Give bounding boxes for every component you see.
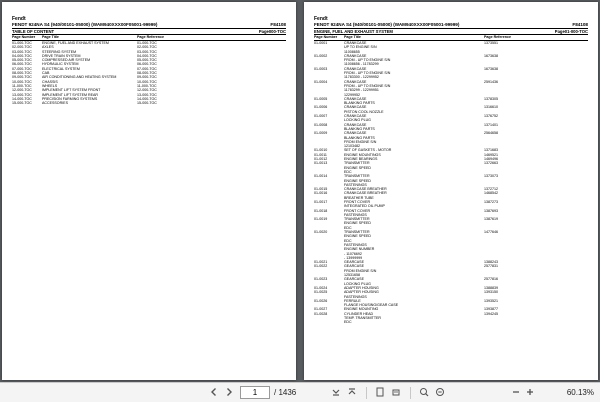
cell-page-number: 04-000-TOC <box>12 53 32 58</box>
cell-page-title: HYDRAULIC SYSTEM <box>42 62 79 67</box>
cell-page-title: 11008655 <box>344 49 360 54</box>
cell-page-title: AIR CONDITIONING AND HEATING SYSTEM <box>42 75 117 80</box>
cell-page-number: 12-000-TOC <box>12 88 32 93</box>
cell-page-title: UP TO ENGINE S/N <box>344 45 377 50</box>
cell-page-title: CRANKCASE <box>344 131 367 136</box>
cell-page-title: ENGINE SPEED <box>344 165 371 170</box>
parts-table-body <box>314 41 588 325</box>
cell-page-reference: 1387693 <box>484 208 498 213</box>
cell-page-title: PRECISION FARMING SYSTEMS <box>42 96 98 101</box>
brand-name: Fendt <box>314 16 328 22</box>
brand-name: Fendt <box>12 16 26 22</box>
header-page-title: Page Title <box>42 35 59 39</box>
cell-page-title: GEARCASE <box>344 264 364 269</box>
cell-page-title: WHEELS <box>42 83 58 88</box>
cell-page-title: DRIVE TRAIN SYSTEM <box>42 53 81 58</box>
cell-page-reference: 1373551 <box>484 41 498 45</box>
cell-page-reference: 1477646 <box>484 230 498 235</box>
cell-page-title: TEMP. TRANSMITTER <box>344 316 382 320</box>
cell-page-number: 01-0016 <box>314 191 328 196</box>
cell-page-title: BLANKING PARTS <box>344 101 375 106</box>
cell-page-title: BLANKING PARTS <box>344 135 375 140</box>
cell-page-number: 01-0007 <box>314 114 328 119</box>
cell-page-title: ADAPTER HOUSING <box>344 285 379 290</box>
cell-page-reference: 1388243 <box>484 260 498 265</box>
section-title: TABLE OF CONTENT <box>12 29 55 34</box>
cell-page-title: ENGINE, FUEL AND EXHAUST SYSTEM <box>42 41 109 45</box>
cell-page-number: 02-000-TOC <box>12 45 32 50</box>
cell-page-title: CAB <box>42 71 50 76</box>
header-page-number: Page Number <box>12 35 36 39</box>
cell-page-title: FASTENINGS <box>344 294 367 299</box>
cell-page-title: TRANSMITTER <box>344 217 370 222</box>
cell-page-number: 03-000-TOC <box>12 49 32 54</box>
doc-title: FENDT 924NA S4 (940/00101-05000) (WAM940XXX00F05001-99999) <box>12 22 158 27</box>
fit-page-icon[interactable] <box>374 387 386 399</box>
cell-page-reference <box>484 320 588 324</box>
cell-page-title: INTEGRATED OIL PUMP <box>344 204 385 209</box>
cell-page-number: 01-0022 <box>314 264 328 269</box>
cell-page-title: ENGINE MOUNTING <box>344 307 379 312</box>
cell-page-title: IMPLEMENT LIFT SYSTEM REAR <box>42 92 98 97</box>
cell-page-title: 11783299 - 12299951 <box>344 88 379 93</box>
cell-page-title: FROM - UP TO ENGINE S/N <box>344 71 391 76</box>
cell-page-title: AXLES <box>42 45 54 50</box>
cell-page-reference: 2577816 <box>484 277 498 282</box>
cell-page-title: LOCKING PLUG <box>344 118 371 123</box>
cell-page-reference: 1393150 <box>484 290 498 295</box>
cell-page-number: 11-000-TOC <box>12 83 32 88</box>
zoom-level[interactable]: 60.13% <box>566 388 594 397</box>
pdf-toolbar <box>0 382 600 402</box>
cell-page-reference: 02-000-TOC <box>137 45 157 50</box>
cell-page-number: 01-0021 <box>314 260 328 265</box>
cell-page-title: EDC <box>344 320 352 325</box>
cell-page-title: CRANKCASE <box>344 53 367 58</box>
cell-page-title: STEERING SYSTEM <box>42 49 77 54</box>
cell-page-title: CRANKCASE <box>344 122 367 127</box>
cell-page-reference: 07-000-TOC <box>137 66 157 71</box>
cell-page-title: ENGINE SPEED <box>344 178 371 183</box>
cell-page-title: FASTENINGS <box>344 182 367 187</box>
cell-page-reference: 1371683 <box>484 148 498 153</box>
cell-page-title: 12299952 <box>344 92 360 97</box>
cell-page-number: 01-0011 <box>314 152 327 157</box>
toc-row <box>12 101 286 105</box>
cell-page-reference: 1468542 <box>484 191 498 196</box>
cell-page-title: FRONT COVER <box>344 199 371 204</box>
cell-page-reference: 04-000-TOC <box>137 53 157 58</box>
cell-page-title: ENGINE SPEED <box>344 221 371 226</box>
cell-page-title: 12531658 <box>344 273 360 278</box>
cell-page-title: - 11076692 <box>344 251 362 256</box>
cell-page-number <box>314 320 344 324</box>
cell-page-title: ENGINE NUMBER <box>344 247 375 252</box>
last-page-icon[interactable] <box>346 387 358 399</box>
cell-page-title: COMPRESSED AIR SYSTEM <box>42 58 91 63</box>
cell-page-title: - 13999999 <box>344 255 363 260</box>
cell-page-reference: 05-000-TOC <box>137 58 157 63</box>
cell-page-reference: 1388839 <box>484 285 498 290</box>
cell-page-number: 01-0008 <box>314 122 328 127</box>
cell-page-reference: 1371401 <box>484 122 498 127</box>
cell-page-number: 08-000-TOC <box>12 71 32 76</box>
cell-page-number: 01-0001 <box>314 41 328 45</box>
cell-page-title: FASTENINGS <box>344 242 367 247</box>
cell-page-number: 01-0013 <box>314 161 328 166</box>
cell-page-title: BREATHER TUBE <box>344 195 374 200</box>
cell-page-number: 01-0018 <box>314 208 328 213</box>
cell-page-title: EDC <box>344 225 352 230</box>
cell-page-reference: 1376752 <box>484 114 498 119</box>
cell-page-reference: 09-000-TOC <box>137 75 157 80</box>
cell-page-number: 01-0002 <box>314 53 328 58</box>
zoom-out-icon[interactable] <box>418 387 430 399</box>
cell-page-number: 01-0024 <box>314 285 328 290</box>
cell-page-number: 01-0005 <box>314 96 328 101</box>
cell-page-title: FRONT COVER <box>344 208 371 213</box>
cell-page-title: FASTENINGS <box>344 212 367 217</box>
header-page-reference: Page Reference <box>484 35 511 39</box>
cell-page-number: 09-000-TOC <box>12 75 32 80</box>
doc-code: F84108 <box>270 22 286 27</box>
cell-page-number: 01-0020 <box>314 230 328 235</box>
cell-page-title: 11008656 - 11783299 <box>344 62 379 67</box>
cell-page-reference: 14-000-TOC <box>137 96 157 101</box>
section-page-ref: Page01-000-TOC <box>554 29 588 34</box>
cell-page-reference: 1387619 <box>484 217 498 222</box>
section-page-ref: Page000-TOC <box>258 29 286 34</box>
cell-page-title: CHASSIS <box>42 79 58 84</box>
cell-page-reference: 1394245 <box>484 311 498 316</box>
cell-page-title: FLANGE HOUSING/GEAR CASE <box>344 303 399 308</box>
table-header <box>314 35 588 40</box>
cell-page-title: FROM - UP TO ENGINE S/N <box>344 83 391 88</box>
cell-page-title: LOCKING PLUG <box>344 281 371 286</box>
cell-page-number: 01-0015 <box>314 187 328 192</box>
cell-page-title: TRANSMITTER <box>344 174 370 179</box>
cell-page-title: CRANKCASE <box>344 105 367 110</box>
cell-page-title: CYLINDER HEAD <box>344 311 374 316</box>
cell-page-reference: 1372663 <box>484 161 498 166</box>
cell-page-number: 01-0017 <box>314 199 328 204</box>
cell-page-number: 07-000-TOC <box>12 66 32 71</box>
cell-page-title: SET OF GASKETS - MOTOR <box>344 148 392 153</box>
cell-page-number: 06-000-TOC <box>12 62 32 67</box>
cell-page-reference: 1673638 <box>484 66 498 71</box>
cell-page-number: 01-0006 <box>314 105 328 110</box>
cell-page-title: CRANKCASE BREATHER <box>344 187 387 192</box>
cell-page-number: 01-0004 <box>314 79 328 84</box>
page-number-input[interactable] <box>240 386 270 399</box>
page-total: / 1436 <box>274 388 297 397</box>
cell-page-reference: 12-000-TOC <box>137 88 157 93</box>
toolbar-separator <box>366 387 367 399</box>
cell-page-reference: 06-000-TOC <box>137 62 157 67</box>
cell-page-number: 01-000-TOC <box>12 41 32 45</box>
pdf-page-1 <box>2 2 296 380</box>
cell-page-title: GEARCASE <box>344 277 364 282</box>
cell-page-number: 01-0014 <box>314 174 328 179</box>
cell-page-title: ELECTRICAL SYSTEM <box>42 66 80 71</box>
zoom-increase-icon[interactable] <box>524 387 536 399</box>
cell-page-title: 11783300 - 12299952 <box>344 75 379 80</box>
cell-page-title: ADAPTER HOUSING <box>344 290 379 295</box>
cell-page-title: CRANKCASE <box>344 66 367 71</box>
cell-page-reference: 10-000-TOC <box>137 79 157 84</box>
doc-title: FENDT 924NA S4 (940/00101-05000) (WAM940XXX00F05001-99999) <box>314 22 460 27</box>
cell-page-title: ACCESSORIES <box>42 101 68 106</box>
cell-page-number: 01-0026 <box>314 298 328 303</box>
cell-page-number: 14-000-TOC <box>12 96 32 101</box>
header-page-reference: Page Reference <box>137 35 164 39</box>
cell-page-title: TRANSMITTER <box>344 161 370 166</box>
cell-page-reference: 1469521 <box>484 152 498 157</box>
toolbar-separator <box>410 387 411 399</box>
cell-page-title: FROM ENGINE S/N <box>344 268 377 273</box>
cell-page-title: CRANKCASE <box>344 79 367 84</box>
cell-page-number: 01-0003 <box>314 66 328 71</box>
cell-page-title: BLANKING PARTS <box>344 126 375 131</box>
cell-page-reference: 2577831 <box>484 264 498 269</box>
cell-page-number: 01-0027 <box>314 307 328 312</box>
parts-row <box>314 320 588 324</box>
cell-page-reference: 1373073 <box>484 174 498 179</box>
cell-page-title: GEARCASE <box>344 260 364 265</box>
cell-page-reference: 1372712 <box>484 187 498 192</box>
cell-page-number: 15-000-TOC <box>12 101 32 106</box>
section-title: ENGINE, FUEL AND EXHAUST SYSTEM <box>314 29 393 34</box>
prev-page-icon[interactable] <box>208 387 220 399</box>
cell-page-reference: 1393877 <box>484 307 498 312</box>
cell-page-reference: 2564658 <box>484 131 498 136</box>
cell-page-number: 01-0010 <box>314 148 328 153</box>
cell-page-number: 01-0019 <box>314 217 328 222</box>
cell-page-title: CRANKCASE BREATHER <box>344 191 387 196</box>
cell-page-title: PISTON COOL NOZZLE <box>344 109 384 114</box>
cell-page-number: 01-0025 <box>314 290 328 295</box>
zoom-decrease-icon[interactable] <box>510 387 522 399</box>
cell-page-reference: 1387273 <box>484 199 498 204</box>
cell-page-title: ENGINE MOUNTINGS <box>344 152 381 157</box>
cell-page-title: CRANKCASE <box>344 114 367 119</box>
cell-page-number: 05-000-TOC <box>12 58 32 63</box>
cell-page-title: EDC <box>344 169 352 174</box>
cell-page-reference: 08-000-TOC <box>137 71 157 76</box>
cell-page-reference: 1316610 <box>484 105 498 110</box>
cell-page-title: TRANSMITTER <box>344 230 370 235</box>
cell-page-title: ENGINE SPEED <box>344 234 371 239</box>
cell-page-number: 01-0023 <box>314 277 328 282</box>
cell-page-title: ENGINE BEARINGS <box>344 157 378 162</box>
rotate-icon[interactable] <box>390 387 402 399</box>
cell-page-title: EDC <box>344 238 352 243</box>
cell-page-reference: 15-000-TOC <box>137 101 157 106</box>
next-page-icon[interactable] <box>223 387 235 399</box>
cell-page-reference: 11-000-TOC <box>137 83 157 88</box>
cell-page-number: 13-000-TOC <box>12 92 32 97</box>
cell-page-title: FROM - UP TO ENGINE S/N <box>344 58 391 63</box>
cell-page-reference: 1469496 <box>484 157 498 162</box>
cell-page-title: FROM ENGINE S/N <box>344 139 377 144</box>
cell-page-reference: 2591436 <box>484 79 498 84</box>
cell-page-title: IMPLEMENT LIFT SYSTEM FRONT <box>42 88 101 93</box>
pdf-page-2 <box>304 2 598 380</box>
cell-page-number: 10-000-TOC <box>12 79 32 84</box>
cell-page-title: 12103482 <box>344 144 360 149</box>
header-page-title: Page Title <box>344 35 361 39</box>
cell-page-reference: 01-000-TOC <box>137 41 157 45</box>
first-page-icon[interactable] <box>330 387 342 399</box>
cell-page-title: CRANKCASE <box>344 96 367 101</box>
cell-page-reference: 1393521 <box>484 298 498 303</box>
toc-table-body <box>12 41 286 105</box>
cell-page-reference: 13-000-TOC <box>137 92 157 97</box>
cell-page-number: 01-0028 <box>314 311 328 316</box>
cell-page-title: CRANKCASE <box>344 41 367 45</box>
table-header <box>12 35 286 40</box>
cell-page-title: FERRULE <box>344 298 361 303</box>
cell-page-reference: 1378305 <box>484 96 498 101</box>
cell-page-number: 01-0012 <box>314 157 328 162</box>
cell-page-number: 01-0009 <box>314 131 328 136</box>
header-page-number: Page Number <box>314 35 338 39</box>
zoom-in-icon[interactable] <box>434 387 446 399</box>
doc-code: F84108 <box>572 22 588 27</box>
cell-page-reference: 03-000-TOC <box>137 49 157 54</box>
cell-page-reference: 1673638 <box>484 53 498 58</box>
